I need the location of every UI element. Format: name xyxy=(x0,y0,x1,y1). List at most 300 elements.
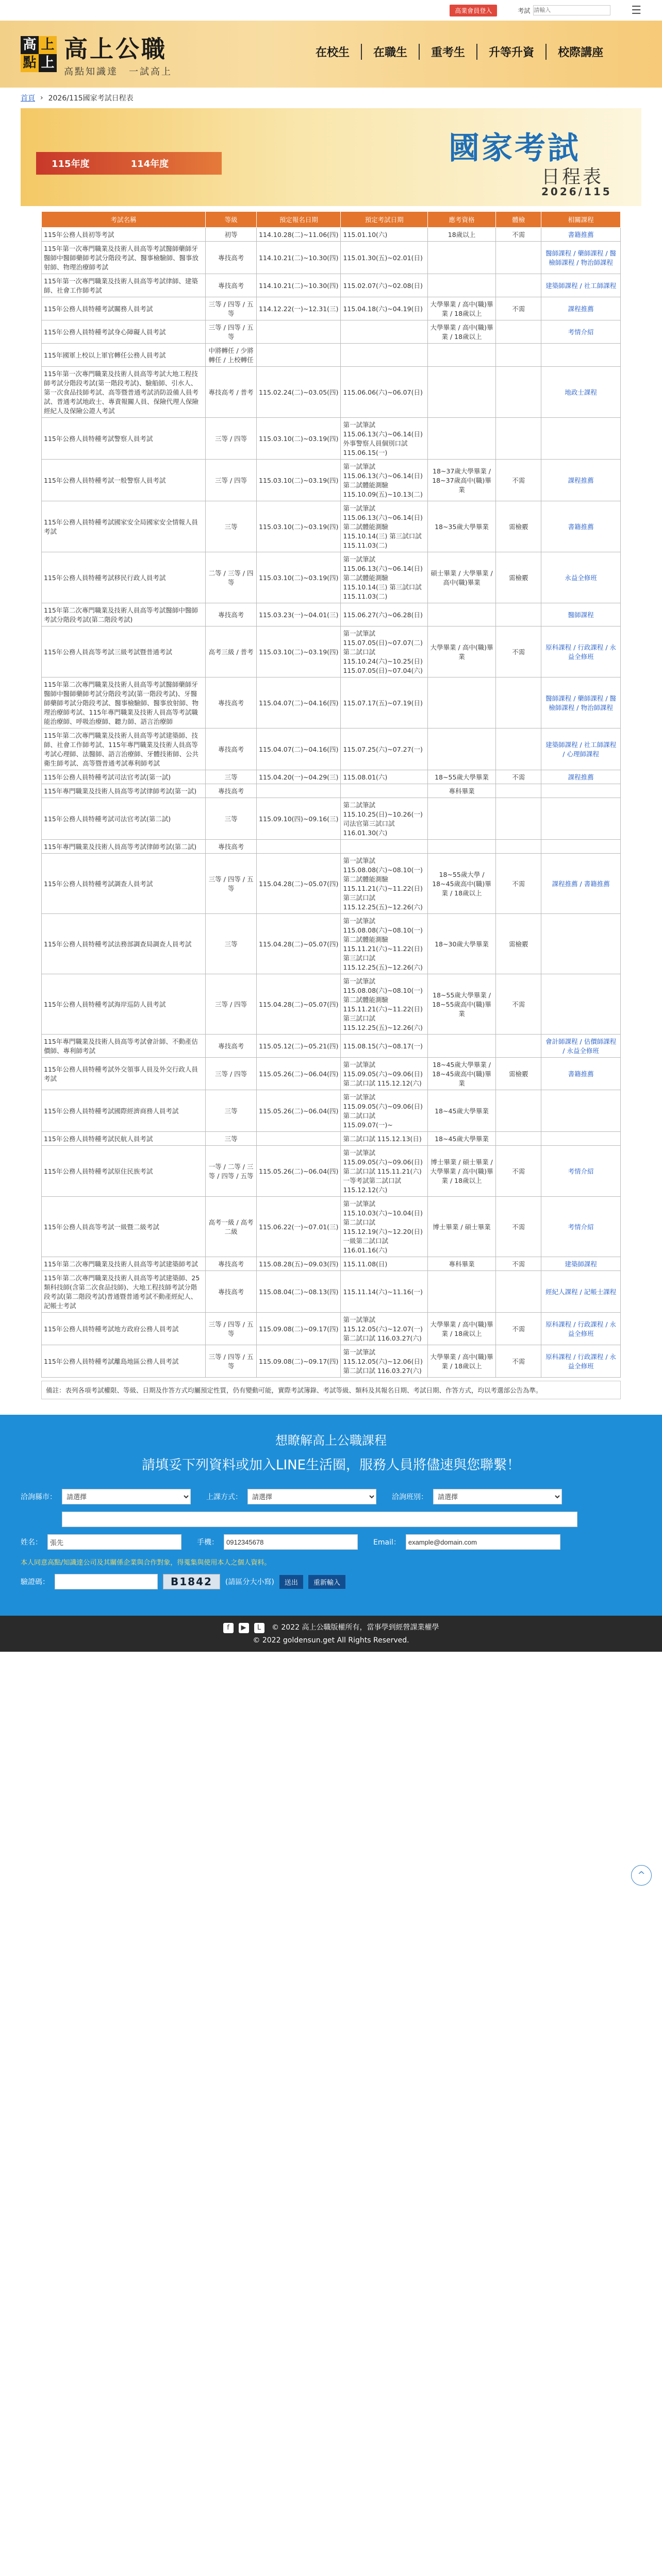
table-cell-grade: 三等 / 四等 xyxy=(206,1058,257,1090)
table-cell-check: 不需 xyxy=(496,1197,541,1257)
table-cell-check: 需檢覈 xyxy=(496,1058,541,1090)
area-label: 洽詢縣市： xyxy=(21,1493,57,1501)
col-course: 相關課程 xyxy=(541,212,621,228)
table-cell-exam: 第一試筆試 115.06.13(六)~06.14(日) 外事警察人員個別口試 115.06.15(一) xyxy=(341,418,427,460)
table-cell-grade: 專技高考 xyxy=(206,242,257,274)
table-cell-course[interactable]: 考情介紹 xyxy=(541,1146,621,1197)
table-cell-qual: 專科畢業 xyxy=(427,784,496,798)
logo-char: 點 xyxy=(21,54,39,72)
table-cell-grade: 專技高考 xyxy=(206,274,257,297)
table-cell-check xyxy=(496,242,541,274)
table-cell-name[interactable]: 115年公務人員特種考試司法官考試(第二試) xyxy=(42,798,206,840)
table-cell-check: 不需 xyxy=(496,974,541,1035)
table-cell-exam xyxy=(341,840,427,854)
table-cell-qual: 博士畢業 / 碩士畢業 xyxy=(427,1197,496,1257)
class-select[interactable] xyxy=(247,1489,376,1504)
table-cell-exam: 第二試口試 115.12.13(日) xyxy=(341,1132,427,1146)
table-row xyxy=(42,914,621,974)
table-cell-name[interactable]: 115年專門職業及技術人員高等考試會計師、不動產估價師、專利師考試 xyxy=(42,1035,206,1058)
table-cell-signup: 115.04.07(二)~04.16(四) xyxy=(257,728,341,770)
table-cell-check xyxy=(496,320,541,344)
table-cell-exam: 115.01.30(五)~02.01(日) xyxy=(341,242,427,274)
table-row xyxy=(42,418,621,460)
exam-label: 洽詢班別： xyxy=(392,1493,428,1501)
table-row xyxy=(42,784,621,798)
table-row xyxy=(42,1035,621,1058)
table-cell-qual: 大學畢業 / 高中(職)畢業 xyxy=(427,626,496,677)
table-row xyxy=(42,728,621,770)
table-cell-signup: 115.04.28(二)~05.07(四) xyxy=(257,974,341,1035)
table-cell-check: 不需 xyxy=(496,460,541,501)
table-cell-grade: 專技高考 xyxy=(206,784,257,798)
table-cell-course[interactable]: 醫師課程 / 藥師課程 / 醫檢師課程 / 物治師課程 xyxy=(541,677,621,728)
facebook-icon[interactable]: f xyxy=(223,1623,234,1633)
table-cell-exam: 第一試筆試 115.12.05(六)~12.07(一) 第二試口試 116.03.27(六) xyxy=(341,1313,427,1345)
banner-subtitle: 日程表 xyxy=(541,166,604,188)
year-tab-114[interactable]: 114年度 xyxy=(130,159,169,170)
table-cell-signup: 115.09.10(四)~09.16(三) xyxy=(257,798,341,840)
table-cell-qual: 大學畢業 / 高中(職)畢業 / 18歲以上 xyxy=(427,320,496,344)
send-button[interactable]: 送出 xyxy=(279,1575,303,1589)
nav-item[interactable]: 校際講座 xyxy=(545,44,615,60)
table-cell-exam xyxy=(341,320,427,344)
table-cell-course[interactable]: 考情介紹 xyxy=(541,320,621,344)
table-cell-grade: 三等 xyxy=(206,914,257,974)
table-cell-qual xyxy=(427,242,496,274)
table-cell-exam: 第一試筆試 115.06.13(六)~06.14(日) 第二試體能測驗 115.10.14(三) 第三試口試 115.11.03(二) xyxy=(341,552,427,603)
table-cell-qual xyxy=(427,728,496,770)
col-signup: 預定報名日期 xyxy=(257,212,341,228)
breadcrumb-current: 2026/115國家考試日程表 xyxy=(48,94,134,103)
table-cell-name[interactable]: 115年公務人員特種考試警察人員考試 xyxy=(42,418,206,460)
table-cell-course[interactable]: 原科課程 / 行政課程 / 永益全修班 xyxy=(541,1313,621,1345)
phone-input[interactable] xyxy=(224,1534,358,1550)
table-cell-qual xyxy=(427,840,496,854)
table-cell-signup: 115.04.20(一)~04.29(三) xyxy=(257,770,341,784)
table-row xyxy=(42,1146,621,1197)
table-cell-exam: 115.06.27(六)~06.28(日) xyxy=(341,603,427,626)
table-row xyxy=(42,367,621,418)
form-row-extra xyxy=(21,1512,641,1527)
table-cell-course[interactable]: 考情介紹 xyxy=(541,1197,621,1257)
table-cell-grade: 三等 / 四等 xyxy=(206,418,257,460)
table-cell-exam: 第一試筆試 115.10.03(六)~10.04(日) 第二試口試 115.12.19(六)~12.20(日) 一級第二試口試 116.01.16(六) xyxy=(341,1197,427,1257)
table-cell-exam: 第二試筆試 115.10.25(日)~10.26(一) 司法官第三試口試 116.01.30(六) xyxy=(341,798,427,840)
table-cell-signup: 115.06.22(一)~07.01(三) xyxy=(257,1197,341,1257)
exam-select[interactable] xyxy=(433,1489,562,1504)
table-cell-signup: 115.09.08(二)~09.17(四) xyxy=(257,1313,341,1345)
form-subtitle: 請填妥下列資料或加入LINE生活圈，服務人員將儘速與您聯繫！ xyxy=(141,1458,521,1473)
table-cell-exam: 第一試筆試 115.06.13(六)~06.14(日) 第二試體能測驗 115.10.14(三) 第三試口試 115.11.03(二) xyxy=(341,501,427,552)
table-cell-signup: 115.03.23(一)~04.01(三) xyxy=(257,603,341,626)
table-cell-course[interactable]: 永益全修班 xyxy=(541,552,621,603)
table-cell-check: 不需 xyxy=(496,1313,541,1345)
table-row xyxy=(42,677,621,728)
table-cell-grade: 專技高考 xyxy=(206,1035,257,1058)
table-cell-qual: 18~55歲大學畢業 xyxy=(427,770,496,784)
table-cell-name[interactable]: 115年第二次專門職業及技術人員高等考試醫師藥師牙醫師中醫師藥師考試分階段考試(第一階段考試)、牙醫師藥師考試分階段考試、醫事檢驗師、醫事放射師、物理治療師考試、115年專門職業及技術人員高等考試職能治療師、呼吸治療師、聽力師、語言治療師 xyxy=(42,677,206,728)
table-cell-course[interactable]: 課程推薦 / 書籍推薦 xyxy=(541,854,621,914)
table-cell-exam: 第一試筆試 115.08.08(六)~08.10(一) 第二試體能測驗 115.11.21(六)~11.22(日) 第三試口試 115.12.25(五)~12.26(六) xyxy=(341,854,427,914)
table-cell-name[interactable]: 115年公務人員高等考試一級暨二級考試 xyxy=(42,1197,206,1257)
table-cell-signup: 115.03.10(二)~03.19(四) xyxy=(257,460,341,501)
table-cell-course[interactable]: 原科課程 / 行政課程 / 永益全修班 xyxy=(541,1345,621,1378)
captcha-label: 驗證碼： xyxy=(21,1578,49,1586)
table-cell-name[interactable]: 115年第二次專門職業及技術人員高等考試建築師考試 xyxy=(42,1257,206,1271)
footer-line2: © 2022 goldensun.get All Rights Reserved. xyxy=(253,1636,409,1645)
table-cell-check: 不需 xyxy=(496,770,541,784)
table-cell-qual: 18~30歲大學畢業 xyxy=(427,914,496,974)
nav-item[interactable]: 升等升資 xyxy=(476,44,545,60)
table-cell-grade: 專技高考 xyxy=(206,1257,257,1271)
table-cell-signup: 114.10.21(二)~10.30(四) xyxy=(257,242,341,274)
footer xyxy=(0,1616,662,1652)
col-name: 考試名稱 xyxy=(42,212,206,228)
table-cell-course[interactable]: 課程推薦 xyxy=(541,297,621,320)
table-cell-name[interactable]: 115年第一次專門職業及技術人員高等考試大地工程技師考試分階段考試(第一階段考試)、驗船師、引水人、第一次食品技師考試、高等暨普通考試消防設備人員考試、普通考試地政士、專責報關人員、保險代理人保險經紀人及保險公證人考試 xyxy=(42,367,206,418)
table-row xyxy=(42,501,621,552)
table-cell-check: 需檢覈 xyxy=(496,501,541,552)
table-cell-name[interactable]: 115年公務人員特種考試國際經濟商務人員考試 xyxy=(42,1090,206,1132)
table-cell-exam: 第一試筆試 115.08.08(六)~08.10(一) 第二試體能測驗 115.11.21(六)~11.22(日) 第三試口試 115.12.25(五)~12.26(六) xyxy=(341,974,427,1035)
table-cell-qual: 18歲以上 xyxy=(427,228,496,242)
table-cell-name[interactable]: 115年公務人員特種考試國家安全局國家安全情報人員考試 xyxy=(42,501,206,552)
table-cell-name[interactable]: 115年公務人員特種考試外交領事人員及外交行政人員考試 xyxy=(42,1058,206,1090)
top-bar xyxy=(0,0,662,21)
table-cell-name[interactable]: 115年公務人員特種考試一般警察人員考試 xyxy=(42,460,206,501)
table-cell-check xyxy=(496,677,541,728)
table-cell-name[interactable]: 115年公務人員初等考試 xyxy=(42,228,206,242)
table-cell-grade: 二等 / 三等 / 四等 xyxy=(206,552,257,603)
form-row-contact xyxy=(21,1534,641,1550)
table-cell-signup xyxy=(257,320,341,344)
name-label: 姓名： xyxy=(21,1538,42,1547)
table-cell-course[interactable]: 課程推薦 xyxy=(541,770,621,784)
table-cell-name[interactable]: 115年專門職業及技術人員高等考試律師考試(第一試) xyxy=(42,784,206,798)
table-header-row xyxy=(42,212,621,228)
table-cell-course[interactable]: 建築師課程 / 社工師課程 / 心理師課程 xyxy=(541,728,621,770)
table-cell-grade: 三等 / 四等 / 五等 xyxy=(206,1313,257,1345)
phone-label: 手機： xyxy=(197,1538,219,1547)
header xyxy=(0,21,662,88)
table-cell-signup: 115.09.08(二)~09.17(四) xyxy=(257,1345,341,1378)
logo-char: 高 xyxy=(23,37,37,53)
table-cell-signup: 115.03.10(二)~03.19(四) xyxy=(257,552,341,603)
captcha-input[interactable] xyxy=(55,1574,158,1589)
table-cell-qual: 大學畢業 / 高中(職)畢業 / 18歲以上 xyxy=(427,1313,496,1345)
table-cell-exam: 115.06.06(六)~06.07(日) xyxy=(341,367,427,418)
table-cell-exam: 第一試筆試 115.09.05(六)~09.06(日) 第二試口試 115.12.12(六) xyxy=(341,1058,427,1090)
banner-title: 國家考試 xyxy=(449,130,581,166)
nav-item[interactable]: 在校生 xyxy=(316,46,350,59)
table-cell-course[interactable] xyxy=(541,1132,621,1146)
table-cell-check: 不需 xyxy=(496,854,541,914)
footer-copyright: © 2022 高上公職版權所有，當事學到經營課業權學 xyxy=(271,1623,439,1632)
table-cell-name[interactable]: 115年第一次專門職業及技術人員高等考試律師、建築師、社會工作師考試 xyxy=(42,274,206,297)
class-label: 上課方式： xyxy=(206,1493,242,1501)
table-cell-signup: 114.10.28(二)~11.06(四) xyxy=(257,228,341,242)
table-row xyxy=(42,798,621,840)
table-cell-course[interactable]: 經紀人課程 / 記帳士課程 xyxy=(541,1271,621,1313)
table-cell-course[interactable]: 原科課程 / 行政課程 / 永益全修班 xyxy=(541,626,621,677)
table-cell-name[interactable]: 115年公務人員特種考試移民行政人員考試 xyxy=(42,552,206,603)
table-cell-signup xyxy=(257,1132,341,1146)
table-cell-grade: 三等 / 四等 xyxy=(206,974,257,1035)
breadcrumb-sep: › xyxy=(40,94,43,102)
table-row xyxy=(42,1271,621,1313)
table-row xyxy=(42,1345,621,1378)
back-to-top-button[interactable]: ^ xyxy=(631,1865,652,1886)
table-cell-check xyxy=(496,840,541,854)
table-cell-check: 不需 xyxy=(496,297,541,320)
table-cell-name[interactable]: 115年第二次專門職業及技術人員高等考試建築師、25類科技師(含第二次食品技師)、大地工程技師考試分階段考試(第二階段考試)普通暨普通考試不動產經紀人、記帳士考試 xyxy=(42,1271,206,1313)
table-cell-course[interactable] xyxy=(541,914,621,974)
table-row xyxy=(42,626,621,677)
table-cell-course[interactable] xyxy=(541,344,621,367)
table-cell-exam: 第一試筆試 115.08.08(六)~08.10(一) 第二試體能測驗 115.11.21(六)~11.22(日) 第三試口試 115.12.25(五)~12.26(六) xyxy=(341,914,427,974)
table-row xyxy=(42,1197,621,1257)
table-cell-course[interactable]: 書籍推薦 xyxy=(541,228,621,242)
table-cell-check xyxy=(496,1271,541,1313)
table-cell-check xyxy=(496,1132,541,1146)
table-cell-course[interactable]: 書籍推薦 xyxy=(541,1058,621,1090)
table-cell-grade: 三等 / 四等 / 五等 xyxy=(206,320,257,344)
table-cell-course[interactable]: 地政士課程 xyxy=(541,367,621,418)
table-cell-exam: 115.11.08(日) xyxy=(341,1257,427,1271)
table-cell-grade: 一等 / 二等 / 三等 / 四等 / 五等 xyxy=(206,1146,257,1197)
table-cell-signup: 115.04.28(二)~05.07(四) xyxy=(257,914,341,974)
table-cell-exam xyxy=(341,344,427,367)
table-cell-course[interactable]: 書籍推薦 xyxy=(541,501,621,552)
table-cell-check xyxy=(496,274,541,297)
table-cell-check xyxy=(496,367,541,418)
table-cell-qual xyxy=(427,367,496,418)
table-cell-qual: 18~45歲大學畢業 xyxy=(427,1090,496,1132)
table-cell-course[interactable] xyxy=(541,840,621,854)
form-row-selects xyxy=(21,1489,641,1504)
table-cell-signup: 115.03.10(二)~03.19(四) xyxy=(257,626,341,677)
table-cell-grade: 三等 xyxy=(206,770,257,784)
table-cell-course[interactable] xyxy=(541,784,621,798)
table-cell-course[interactable]: 會計師課程 / 估價師課程 / 永益全修班 xyxy=(541,1035,621,1058)
brand-name: 高上公職 xyxy=(64,35,167,63)
banner xyxy=(21,108,641,206)
table-cell-check: 需檢覈 xyxy=(496,552,541,603)
table-cell-qual xyxy=(427,603,496,626)
schedule-table xyxy=(41,211,621,1378)
table-cell-qual: 18~37歲大學畢業 / 18~37歲高中(職)畢業 xyxy=(427,460,496,501)
table-cell-qual: 18~55歲大學畢業 / 18~55歲高中(職)畢業 xyxy=(427,974,496,1035)
table-row xyxy=(42,228,621,242)
table-cell-name[interactable]: 115年公務人員特種考試身心障礙人員考試 xyxy=(42,320,206,344)
table-cell-exam xyxy=(341,784,427,798)
social-icons xyxy=(223,1623,264,1633)
captcha-image[interactable]: B1842 xyxy=(163,1574,220,1589)
area-select[interactable] xyxy=(62,1489,191,1504)
table-cell-signup: 115.03.10(二)~03.19(四) xyxy=(257,418,341,460)
table-cell-signup: 115.02.24(二)~03.05(四) xyxy=(257,367,341,418)
col-exam: 預定考試日期 xyxy=(341,212,427,228)
table-cell-name[interactable]: 115年公務人員特種考試離島地區公務人員考試 xyxy=(42,1345,206,1378)
table-cell-name[interactable]: 115年公務人員高等考試三級考試暨普通考試 xyxy=(42,626,206,677)
table-cell-check: 不需 xyxy=(496,626,541,677)
table-cell-signup: 115.05.12(二)~05.21(四) xyxy=(257,1035,341,1058)
col-qual: 應考資格 xyxy=(427,212,496,228)
table-cell-signup: 114.10.21(二)~10.30(四) xyxy=(257,274,341,297)
logo-char: 上 xyxy=(39,36,57,54)
table-cell-name[interactable]: 115年公務人員特種考試關務人員考試 xyxy=(42,297,206,320)
table-cell-qual: 博士畢業 / 碩士畢業 / 大學畢業 / 高中(職)畢業 / 18歲以上 xyxy=(427,1146,496,1197)
search-input[interactable] xyxy=(533,5,610,15)
table-cell-check xyxy=(496,418,541,460)
youtube-icon[interactable]: ▶ xyxy=(239,1623,249,1633)
table-cell-check xyxy=(496,344,541,367)
table-cell-grade: 專技高考 / 普考 xyxy=(206,367,257,418)
form-row-notice xyxy=(21,1557,641,1567)
table-cell-exam: 第一試筆試 115.12.05(六)~12.06(日) 第二試口試 116.03.27(六) xyxy=(341,1345,427,1378)
year-tabs xyxy=(36,152,222,175)
table-cell-qual: 大學畢業 / 高中(職)畢業 / 18歲以上 xyxy=(427,1345,496,1378)
table-cell-course[interactable]: 醫師課程 / 藥師課程 / 醫檢師課程 / 物治師課程 xyxy=(541,242,621,274)
nav-item[interactable]: 重考生 xyxy=(419,44,476,60)
logo-char: 上 xyxy=(41,55,55,71)
table-cell-name[interactable]: 115年公務人員特種考試法務部調查局調查人員考試 xyxy=(42,914,206,974)
breadcrumb-home[interactable]: 首頁 xyxy=(21,94,35,103)
table-cell-grade: 三等 / 四等 / 五等 xyxy=(206,1345,257,1378)
table-cell-grade: 三等 xyxy=(206,501,257,552)
table-cell-course[interactable] xyxy=(541,1090,621,1132)
table-cell-qual xyxy=(427,798,496,840)
table-cell-grade: 專技高考 xyxy=(206,677,257,728)
table-cell-exam: 115.07.17(五)~07.19(日) xyxy=(341,677,427,728)
table-cell-qual xyxy=(427,1035,496,1058)
banner-year: 2026/115 xyxy=(541,185,612,198)
table-cell-course[interactable] xyxy=(541,418,621,460)
table-note: 備註：表列各項考試權限、等級、日期及作答方式均屬預定性質，仍有變動可能，實際考試簿錄、考試等級、類科及其報名日期、考試日期、作答方式，均以考選部公告為準。 xyxy=(41,1381,621,1399)
table-cell-check xyxy=(496,728,541,770)
table-cell-grade: 三等 / 四等 xyxy=(206,460,257,501)
table-cell-signup: 115.03.10(二)~03.19(四) xyxy=(257,501,341,552)
col-check: 體檢 xyxy=(496,212,541,228)
table-cell-name[interactable]: 115年公務人員特種考試地方政府公務人員考試 xyxy=(42,1313,206,1345)
table-cell-name[interactable]: 115年第二次專門職業及技術人員高等考試建築師、技師、社會工作師考試、115年專門職業及技術人員高等考試心理師、法醫師、語言治療師、牙體技術師、公共衛生師考試、高等暨普通考試專利師考試 xyxy=(42,728,206,770)
main-nav xyxy=(304,44,615,60)
table-row xyxy=(42,1257,621,1271)
table-cell-exam: 第一試筆試 115.06.13(六)~06.14(日) 第二試體能測驗 115.10.09(五)~10.13(二) xyxy=(341,460,427,501)
table-cell-signup: 115.05.26(二)~06.04(四) xyxy=(257,1090,341,1132)
table-cell-check xyxy=(496,784,541,798)
line-icon[interactable]: L xyxy=(254,1623,264,1633)
table-row xyxy=(42,552,621,603)
table-cell-grade: 專技高考 xyxy=(206,1271,257,1313)
form-title: 想瞭解高上公職課程 xyxy=(275,1433,387,1448)
table-cell-grade: 三等 / 四等 / 五等 xyxy=(206,297,257,320)
table-cell-name[interactable]: 115年公務人員特種考試司法官考試(第一試) xyxy=(42,770,206,784)
menu-icon[interactable]: ☰ xyxy=(631,4,641,17)
email-input[interactable] xyxy=(406,1534,560,1550)
col-grade: 等級 xyxy=(206,212,257,228)
table-cell-name[interactable]: 115年專門職業及技術人員高等考試律師考試(第二試) xyxy=(42,840,206,854)
table-row xyxy=(42,320,621,344)
table-cell-course[interactable] xyxy=(541,974,621,1035)
reset-button[interactable]: 重新輸入 xyxy=(308,1575,345,1589)
table-cell-grade: 專技高考 xyxy=(206,603,257,626)
privacy-notice: 本人同意高點/知識達公司及其關係企業與合作對象，得蒐集與使用本人之個人資料。 xyxy=(21,1559,271,1567)
login-button[interactable]: 高業會員登入 xyxy=(450,5,497,16)
table-cell-name[interactable]: 115年國軍上校以上軍官轉任公務人員考試 xyxy=(42,344,206,367)
table-cell-name[interactable]: 115年公務人員特種考試調查人員考試 xyxy=(42,854,206,914)
table-cell-exam: 115.01.10(六) xyxy=(341,228,427,242)
table-cell-qual: 大學畢業 / 高中(職)畢業 / 18歲以上 xyxy=(427,297,496,320)
table-row xyxy=(42,297,621,320)
table-row xyxy=(42,344,621,367)
table-cell-course[interactable]: 建築師課程 / 社工師課程 xyxy=(541,274,621,297)
table-cell-exam: 115.11.14(六)~11.16(一) xyxy=(341,1271,427,1313)
table-row xyxy=(42,1058,621,1090)
table-cell-signup: 114.12.22(一)~12.31(三) xyxy=(257,297,341,320)
table-cell-qual: 18~45歲大學畢業 xyxy=(427,1132,496,1146)
nav-item[interactable]: 在職生 xyxy=(361,44,419,60)
table-row xyxy=(42,274,621,297)
table-row xyxy=(42,460,621,501)
table-cell-check xyxy=(496,603,541,626)
schedule-table-wrap xyxy=(41,211,621,1378)
table-cell-signup: 115.04.28(二)~05.07(四) xyxy=(257,854,341,914)
table-cell-name[interactable]: 115年第一次專門職業及技術人員高等考試醫師藥師牙醫師中醫師藥師考試分階段考試、醫事檢驗師、醫事放射師、物理治療師考試 xyxy=(42,242,206,274)
table-row xyxy=(42,1090,621,1132)
table-cell-name[interactable]: 115年公務人員特種考試民航人員考試 xyxy=(42,1132,206,1146)
table-cell-grade: 初等 xyxy=(206,228,257,242)
table-cell-exam: 115.08.01(六) xyxy=(341,770,427,784)
table-cell-exam: 115.02.07(六)~02.08(日) xyxy=(341,274,427,297)
extra-field[interactable] xyxy=(62,1512,577,1527)
table-cell-name[interactable]: 115年第二次專門職業及技術人員高等考試醫師中醫師考試分階段考試(第二階段考試) xyxy=(42,603,206,626)
search-label: 考試 xyxy=(518,7,531,14)
year-tab-115[interactable]: 115年度 xyxy=(52,159,90,170)
table-cell-name[interactable]: 115年公務人員特種考試原住民族考試 xyxy=(42,1146,206,1197)
table-row xyxy=(42,840,621,854)
table-row xyxy=(42,603,621,626)
table-cell-qual: 專科畢業 xyxy=(427,1257,496,1271)
table-cell-signup: 115.04.07(二)~04.16(四) xyxy=(257,677,341,728)
table-row xyxy=(42,974,621,1035)
table-cell-grade: 中將轉任 / 少將轉任 / 上校轉任 xyxy=(206,344,257,367)
contact-form xyxy=(0,1415,662,1616)
table-cell-course[interactable]: 建築師課程 xyxy=(541,1257,621,1271)
brand xyxy=(64,30,172,78)
table-cell-course[interactable] xyxy=(541,798,621,840)
table-cell-grade: 三等 xyxy=(206,1090,257,1132)
table-cell-course[interactable]: 課程推薦 xyxy=(541,460,621,501)
table-cell-exam: 第一試筆試 115.09.05(六)~09.06(日) 第二試口試 115.09.07(一)~ xyxy=(341,1090,427,1132)
table-cell-qual: 18~35歲大學畢業 xyxy=(427,501,496,552)
table-cell-check xyxy=(496,798,541,840)
table-cell-check: 不需 xyxy=(496,228,541,242)
table-row xyxy=(42,854,621,914)
name-input[interactable] xyxy=(47,1534,181,1550)
email-label: Email： xyxy=(373,1538,401,1547)
table-cell-grade: 三等 xyxy=(206,1132,257,1146)
table-cell-grade: 高考一級 / 高考二級 xyxy=(206,1197,257,1257)
table-cell-qual: 18~55歲大學 / 18~45歲高中(職)畢業 / 18歲以上 xyxy=(427,854,496,914)
table-cell-exam: 第一試筆試 115.09.05(六)~09.06(日) 第二試口試 115.11.21(六) 一等考試第二試口試 115.12.12(六) xyxy=(341,1146,427,1197)
table-row xyxy=(42,242,621,274)
table-cell-name[interactable]: 115年公務人員特種考試海岸巡防人員考試 xyxy=(42,974,206,1035)
table-cell-check: 不需 xyxy=(496,1257,541,1271)
table-cell-course[interactable]: 醫師課程 xyxy=(541,603,621,626)
logo[interactable] xyxy=(21,36,57,72)
table-cell-exam: 第一試筆試 115.07.05(日)~07.07(二) 第二試口試 115.10.24(六)~10.25(日) 115.07.05(日)~07.04(六) xyxy=(341,626,427,677)
